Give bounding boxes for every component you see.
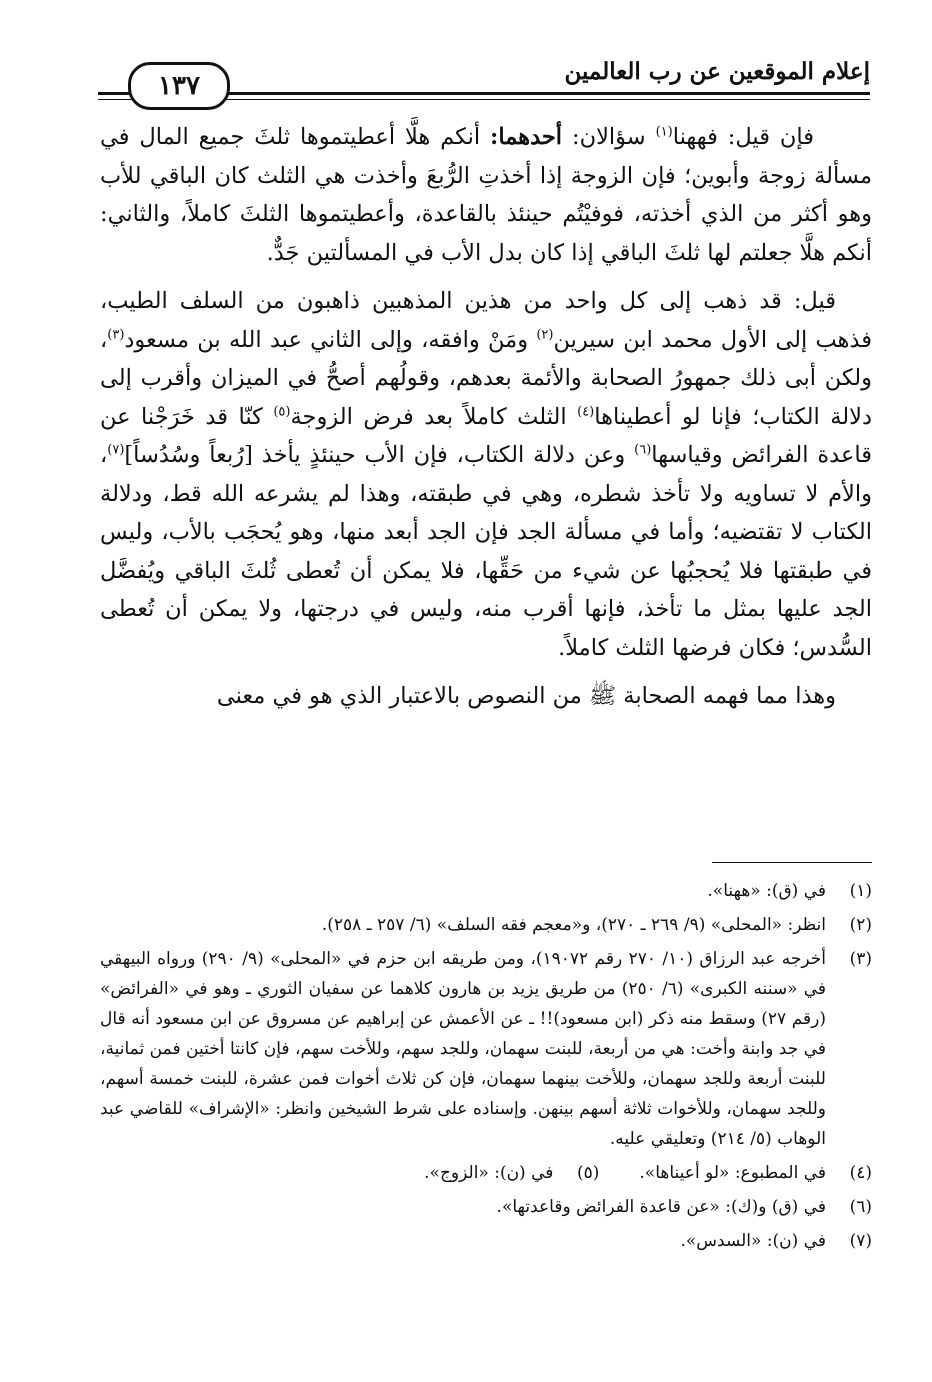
p2-e: كنّا قد خَرَجْنا عن قاعدة الفرائض وقياسها xyxy=(100,403,872,468)
footnote-number: (٦) xyxy=(849,1197,872,1217)
footnote-number: (٧) xyxy=(849,1231,872,1251)
footnote-number: (٥) xyxy=(576,1163,600,1183)
footnote-number: (٤) xyxy=(849,1163,872,1183)
p2-d: الثلث كاملاً بعد فرض الزوجة xyxy=(290,403,578,430)
p2-b: ومَنْ وافقه، وإلى الثاني عبد الله بن مسعود xyxy=(124,326,537,353)
paragraph-2 xyxy=(100,282,872,667)
footnote-ref-2[interactable]: (٢) xyxy=(536,327,554,342)
footnote-text: في (ن): «الزوج». xyxy=(424,1163,554,1183)
footnote-divider xyxy=(712,862,872,863)
footnote-ref-5[interactable]: (٥) xyxy=(273,404,291,419)
footnote-row-4-5 xyxy=(100,1158,872,1188)
p2-a: قيل: قد ذهب إلى كل واحد من هذين المذهبين ذاهبون من السلف الطيب، فذهب إلى الأول محمد ابن سيرين xyxy=(100,288,872,353)
footnote-text: أخرجه عبد الرزاق (١٠/ ٢٧٠ رقم ١٩٠٧٢)، ومن طريقه ابن حزم في «المحلى» (٩/ ٢٩٠) ورواه البيهقي في «سننه الكبرى» (٦/ ٢٥٠) من طريق يزيد بن هارون كلاهما عن سفيان الثوري ـ وهو في «الفرائض» (رقم ٢٧) وسقط منه ذكر (ابن مسعود)!! ـ عن الأعمش عن إبراهيم عن مسروق عن ابن مسعود أنه قال في جد وابنة وأخت: هي من أربعة، للبنت سهمان، وللجد سهم، وللأخت سهم، فإن كانتا أختين فمن ثمانية، للبنت أربعة وللجد سهمان، وللأخت بينهما سهمان، فإن كن ثلاث أخوات فمن عشرة، للبنت خمسة أسهم، وللجد سهمان، وللأخوات ثلاثة أسهم بينهن. وإسناده على شرط الشيخين وانظر: «الإشراف» للقاضي عبد الوهاب (٥/ ٢١٤) وتعليقي عليه. xyxy=(100,949,827,1149)
footnote-ref-3[interactable]: (٣) xyxy=(107,327,125,342)
p2-g: ، والأم لا تساويه ولا تأخذ شطره، وهي في طبقته، وهذا لم يشرعه الله قط، ودلالة الكتاب لا تقتضيه؛ وأما في مسألة الجد فإن الجد أبعد منها، وهو يُحجَب بالأب، وليس في طبقتها فلا يُحجبُها عن شيء من حَقِّها، فلا يمكن أن تُعطى ثُلثَ الباقي ويُفضَّل الجد عليها بمثل ما تأخذ، فإنها أقرب منه، وليس في درجتها، ولا يمكن أن تُعطى السُّدس؛ فكان فرضها الثلث كاملاً. xyxy=(100,442,872,661)
footnote-2 xyxy=(100,910,872,940)
footnote-4 xyxy=(639,1158,872,1188)
paragraph-3: وهذا مما فهمه الصحابة ﷺ من النصوص بالاعتبار الذي هو في معنى xyxy=(216,683,836,709)
p1-prefix: فإن قيل: فههنا xyxy=(672,124,815,150)
book-title: إعلام الموقعين عن رب العالمين xyxy=(564,58,870,85)
footnote-7 xyxy=(100,1226,872,1256)
footnote-ref-6[interactable]: (٦) xyxy=(634,442,652,458)
p2-c: ، ولكن أبى ذلك جمهورُ الصحابة والأئمة بعدهم، وقولُهم أصحُّ في الميزان وأقرب إلى دلالة الكتاب؛ فإنا لو أعطيناها xyxy=(100,326,873,430)
p1-bold: أحدهما: xyxy=(490,124,563,150)
footnote-1 xyxy=(100,876,872,906)
footnote-text: انظر: «المحلى» (٩/ ٢٦٩ ـ ٢٧٠)، و«معجم فقه السلف» (٦/ ٢٥٧ ـ ٢٥٨). xyxy=(321,915,826,935)
footnote-3 xyxy=(100,944,872,1154)
footnote-text: في (ق) و(ك): «عن قاعدة الفرائض وقاعدتها». xyxy=(496,1197,826,1217)
footnote-ref-7[interactable]: (٧) xyxy=(107,442,125,458)
footnote-number: (٢) xyxy=(849,915,872,935)
footnote-ref-4[interactable]: (٤) xyxy=(577,404,595,419)
footnote-number: (٣) xyxy=(849,949,872,969)
footnote-6 xyxy=(100,1192,872,1222)
footnotes xyxy=(100,876,872,1260)
paragraph-1 xyxy=(100,118,872,272)
p1-rest: أنكم هلَّا أعطيتموها ثلثَ جميع المال في مسألة زوجة وأبوين؛ فإن الزوجة إذا أخذتِ الرُّبعَ وأخذت هي الثلث كان الباقي للأب وهو أكثر من الذي أخذته، فوفيْتُم حينئذ بالقاعدة، وأعطيتموها الثلثَ كاملاً، والثاني: أنكم هلَّا جعلتم لها ثلثَ الباقي إذا كان بدل الأب في المسألتين جَدٌّ. xyxy=(100,124,872,266)
main-text xyxy=(100,118,872,726)
footnote-number: (١) xyxy=(849,881,872,901)
p2-f: وعن دلالة الكتاب، فإن الأب حينئذٍ يأخذ [رُبعاً وسُدُساً] xyxy=(124,442,635,468)
footnote-text: في (ق): «ههنا». xyxy=(707,881,826,901)
footnote-5 xyxy=(424,1158,599,1188)
footnote-text: في (ن): «السدس». xyxy=(680,1231,826,1251)
footnote-ref-1[interactable]: (١) xyxy=(655,124,673,140)
page-number: ١٣٧ xyxy=(128,62,230,110)
footnote-text: في المطبوع: «لو أعيناها». xyxy=(639,1163,826,1183)
p1-mid: سؤالان: xyxy=(562,124,656,150)
running-header xyxy=(98,52,870,102)
